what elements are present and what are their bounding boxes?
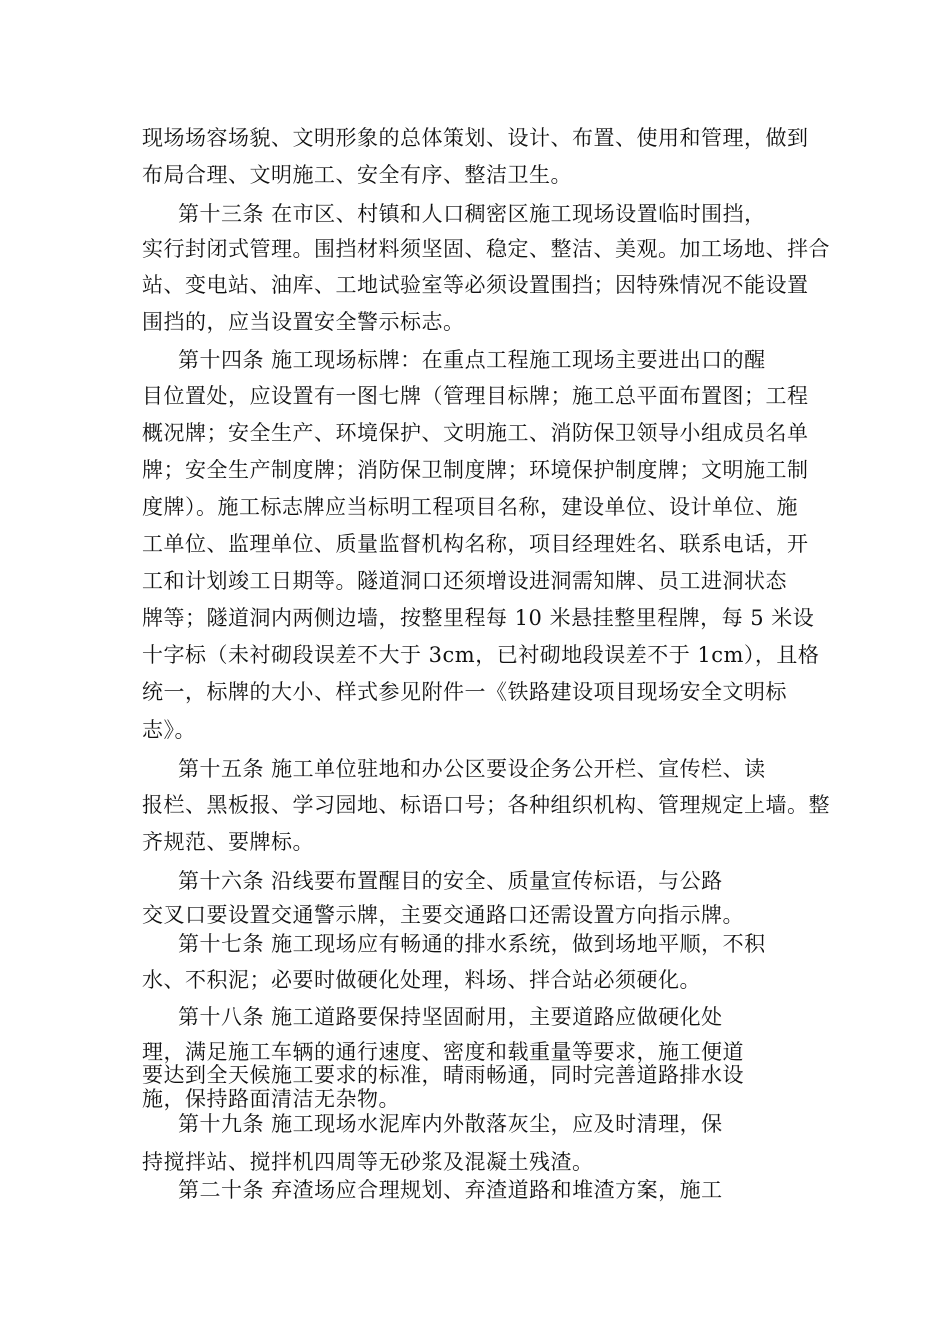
text-line: 志》。 [142,718,196,742]
article-19-line: 第十九条 施工现场水泥库内外散落灰尘，应及时清理，保 [178,1112,723,1136]
article-20-line: 第二十条 弃渣场应合理规划、弃渣道路和堆渣方案，施工 [178,1178,723,1202]
text-line: 工单位、监理单位、质量监督机构名称，项目经理姓名、联系电话，开 [142,532,809,556]
text-line: 水、不积泥；必要时做硬化处理，料场、拌合站必须硬化。 [142,968,701,992]
text-line: 站、变电站、油库、工地试验室等必须设置围挡；因特殊情况不能设置 [142,273,809,297]
article-13-line: 第十三条 在市区、村镇和人口稠密区施工现场设置临时围挡， [178,202,766,226]
text-line: 围挡的，应当设置安全警示标志。 [142,310,465,334]
text-line: 牌；安全生产制度牌；消防保卫制度牌；环境保护制度牌；文明施工制 [142,458,809,482]
text-line: 工和计划竣工日期等。隧道洞口还须增设进洞需知牌、员工进洞状态 [142,569,787,593]
text-line: 统一，标牌的大小、样式参见附件一《铁路建设项目现场安全文明标 [142,680,787,704]
text-line: 交叉口要设置交通警示牌，主要交通路口还需设置方向指示牌。 [142,903,744,927]
text-line: 概况牌；安全生产、环境保护、文明施工、消防保卫领导小组成员名单 [142,421,809,445]
article-17-line: 第十七条 施工现场应有畅通的排水系统，做到场地平顺，不积 [178,932,766,956]
text-line: 牌等；隧道洞内两侧边墙，按整里程每 10 米悬挂整里程牌，每 5 米设 [142,606,815,630]
article-16-line: 第十六条 沿线要布置醒目的安全、质量宣传标语，与公路 [178,869,723,893]
text-line: 现场场容场貌、文明形象的总体策划、设计、布置、使用和管理，做到 [142,126,809,150]
article-14-line: 第十四条 施工现场标牌：在重点工程施工现场主要进出口的醒 [178,348,766,372]
article-15-line: 第十五条 施工单位驻地和办公区要设企务公开栏、宣传栏、读 [178,757,766,781]
text-line: 报栏、黑板报、学习园地、标语口号；各种组织机构、管理规定上墙。整 [142,793,830,817]
text-line: 十字标（未衬砌段误差不大于 3cm，已衬砌地段误差不于 1cm），且格 [142,643,820,667]
text-line: 齐规范、要牌标。 [142,830,314,854]
text-line: 要达到全天候施工要求的标准，晴雨畅通，同时完善道路排水设 [142,1063,744,1087]
text-line: 施，保持路面清洁无杂物。 [142,1087,400,1111]
article-18-line: 第十八条 施工道路要保持坚固耐用，主要道路应做硬化处 [178,1005,723,1029]
text-line: 持搅拌站、搅拌机四周等无砂浆及混凝土残渣。 [142,1150,594,1174]
text-line: 目位置处，应设置有一图七牌（管理目标牌；施工总平面布置图；工程 [142,384,809,408]
text-line: 实行封闭式管理。围挡材料须坚固、稳定、整洁、美观。加工场地、拌合 [142,237,830,261]
text-line: 理，满足施工车辆的通行速度、密度和载重量等要求，施工便道 [142,1040,744,1064]
text-line: 度牌）。施工标志牌应当标明工程项目名称，建设单位、设计单位、施 [142,495,798,519]
text-line: 布局合理、文明施工、安全有序、整洁卫生。 [142,163,572,187]
